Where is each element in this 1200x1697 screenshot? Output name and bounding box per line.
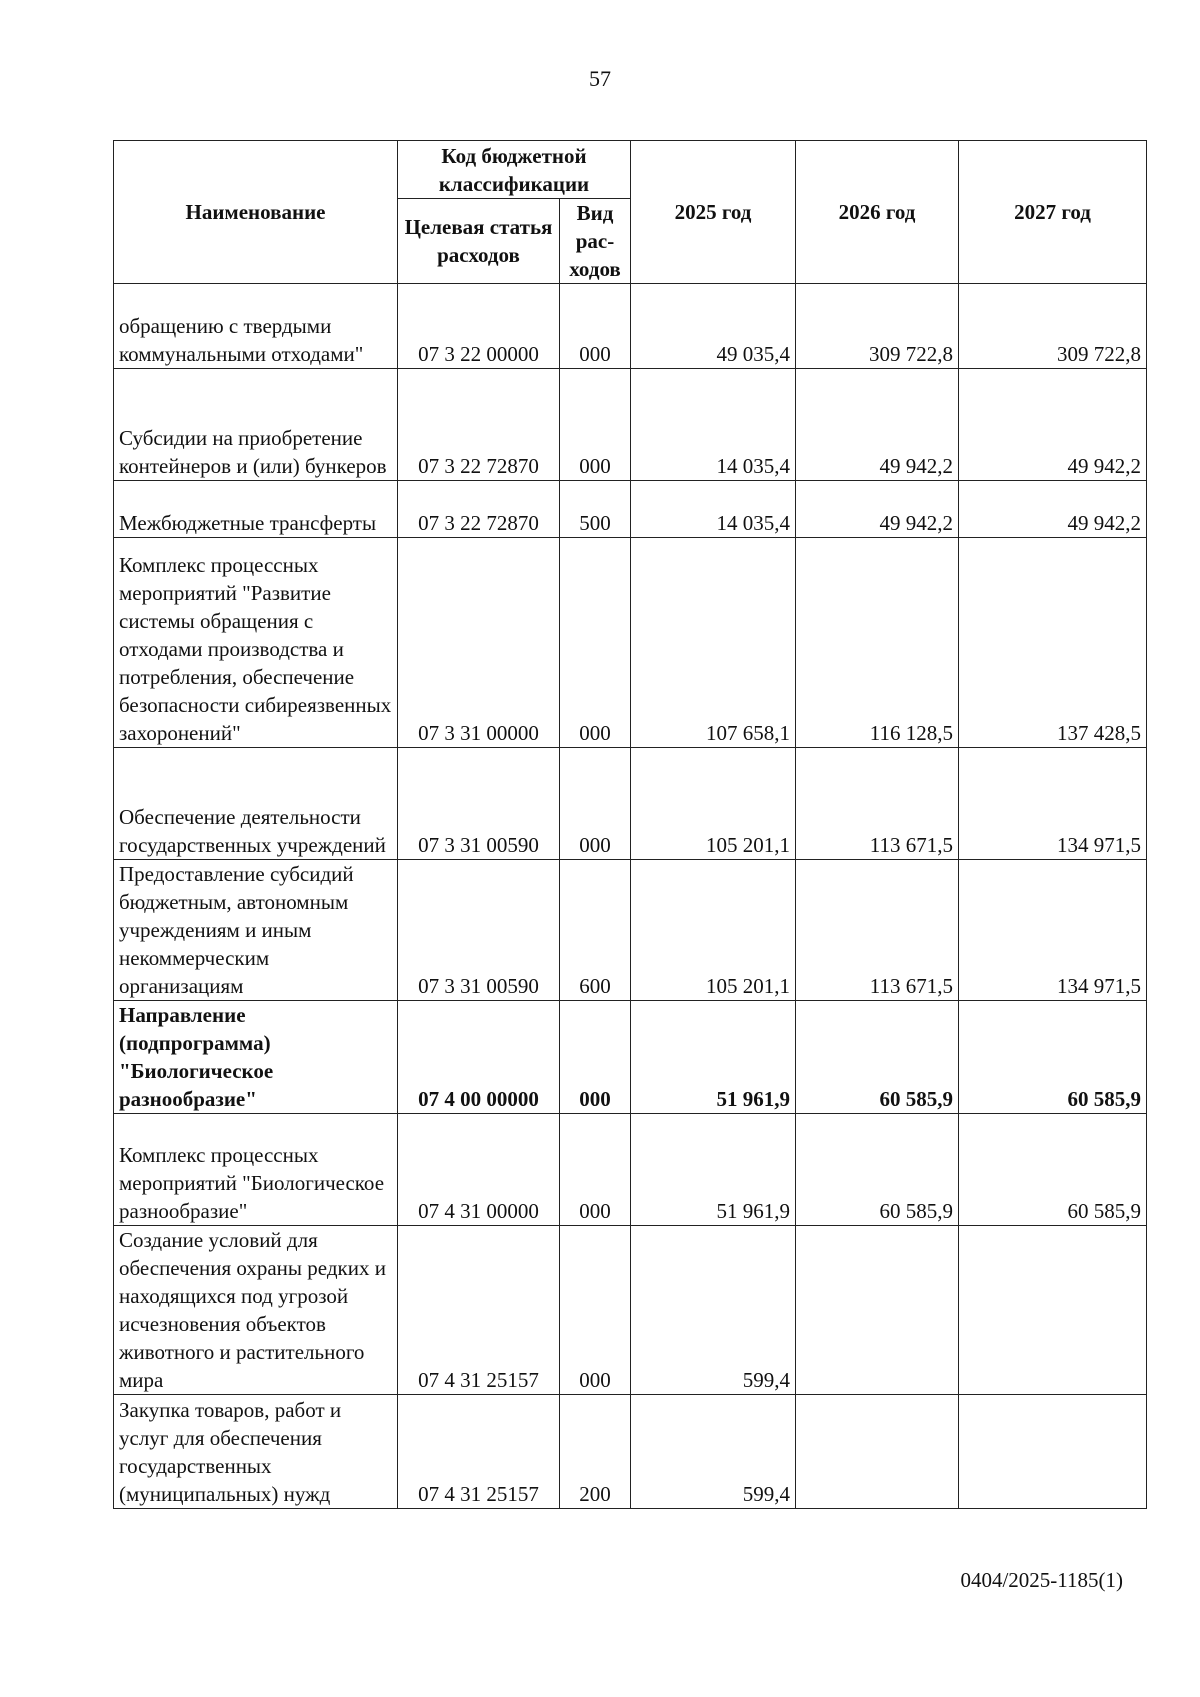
row-value-2025: 105 201,1 (631, 748, 796, 860)
row-name: обращению с твердыми коммунальными отходами" (114, 284, 398, 369)
table-row (114, 1114, 1147, 1226)
row-expense-type: 000 (560, 369, 631, 481)
row-value-2025: 599,4 (631, 1226, 796, 1395)
row-value-2026: 49 942,2 (796, 369, 959, 481)
row-value-2026: 49 942,2 (796, 481, 959, 538)
table-row (114, 538, 1147, 748)
row-target-code: 07 4 31 25157 (398, 1226, 560, 1395)
header-2027: 2027 год (959, 141, 1147, 284)
document-code: 0404/2025-1185(1) (960, 1568, 1123, 1592)
row-name: Закупка товаров, работ и услуг для обеспечения государственных (муниципальных) нужд (114, 1395, 398, 1509)
row-value-2027: 134 971,5 (959, 748, 1147, 860)
row-target-code: 07 4 00 00000 (398, 1001, 560, 1114)
header-2026: 2026 год (796, 141, 959, 284)
row-value-2026: 113 671,5 (796, 860, 959, 1001)
header-2025: 2025 год (631, 141, 796, 284)
row-target-code: 07 4 31 25157 (398, 1395, 560, 1509)
row-target-code: 07 3 22 00000 (398, 284, 560, 369)
row-name: Обеспечение деятельности государственных учреждений (114, 748, 398, 860)
row-value-2027: 49 942,2 (959, 369, 1147, 481)
row-value-2027: 134 971,5 (959, 860, 1147, 1001)
table-row (114, 481, 1147, 538)
row-expense-type: 000 (560, 1001, 631, 1114)
table-row (114, 369, 1147, 481)
page-number: 57 (589, 66, 611, 91)
row-value-2027 (959, 1226, 1147, 1395)
row-value-2025: 599,4 (631, 1395, 796, 1509)
table-row (114, 748, 1147, 860)
row-target-code: 07 3 22 72870 (398, 481, 560, 538)
row-name: Комплекс процессных мероприятий "Биологическое разнообразие" (114, 1114, 398, 1226)
row-value-2026 (796, 1395, 959, 1509)
row-value-2026 (796, 1226, 959, 1395)
row-expense-type: 000 (560, 538, 631, 748)
table-body (114, 284, 1147, 1509)
row-target-code: 07 3 31 00590 (398, 748, 560, 860)
row-name: Комплекс процессных мероприятий "Развитие системы обращения с отходами производства и потребления, обеспечение безопасности сибиреязвенных захоронений" (114, 538, 398, 748)
row-value-2026: 60 585,9 (796, 1114, 959, 1226)
table-header (114, 141, 1147, 284)
row-expense-type: 000 (560, 284, 631, 369)
row-expense-type: 200 (560, 1395, 631, 1509)
row-value-2025: 105 201,1 (631, 860, 796, 1001)
row-value-2025: 14 035,4 (631, 369, 796, 481)
header-target-article: Целевая статья расходов (398, 199, 560, 284)
row-name: Создание условий для обеспечения охраны редких и находящихся под угрозой исчезновения объектов животного и растительного мира (114, 1226, 398, 1395)
row-value-2026: 309 722,8 (796, 284, 959, 369)
row-expense-type: 000 (560, 1226, 631, 1395)
row-value-2027: 60 585,9 (959, 1114, 1147, 1226)
table-row (114, 284, 1147, 369)
row-value-2027: 309 722,8 (959, 284, 1147, 369)
budget-table (113, 140, 1147, 1509)
header-code-group: Код бюджетной классификации (398, 141, 631, 199)
row-value-2026: 116 128,5 (796, 538, 959, 748)
row-target-code: 07 3 31 00000 (398, 538, 560, 748)
row-value-2025: 107 658,1 (631, 538, 796, 748)
row-expense-type: 600 (560, 860, 631, 1001)
table-row (114, 1226, 1147, 1395)
header-name: Наименование (114, 141, 398, 284)
row-target-code: 07 3 31 00590 (398, 860, 560, 1001)
row-value-2026: 60 585,9 (796, 1001, 959, 1114)
table-row (114, 1395, 1147, 1509)
row-name: Межбюджетные трансферты (114, 481, 398, 538)
row-target-code: 07 4 31 00000 (398, 1114, 560, 1226)
row-value-2027: 60 585,9 (959, 1001, 1147, 1114)
row-value-2025: 51 961,9 (631, 1114, 796, 1226)
row-name: Субсидии на приобретение контейнеров и (или) бункеров (114, 369, 398, 481)
row-value-2025: 51 961,9 (631, 1001, 796, 1114)
row-value-2027: 137 428,5 (959, 538, 1147, 748)
row-value-2025: 49 035,4 (631, 284, 796, 369)
row-name: Предоставление субсидий бюджетным, автономным учреждениям и иным некоммерческим организациям (114, 860, 398, 1001)
row-expense-type: 000 (560, 1114, 631, 1226)
row-value-2027: 49 942,2 (959, 481, 1147, 538)
row-value-2027 (959, 1395, 1147, 1509)
row-value-2026: 113 671,5 (796, 748, 959, 860)
row-target-code: 07 3 22 72870 (398, 369, 560, 481)
row-name: Направление (подпрограмма) "Биологическое разнообразие" (114, 1001, 398, 1114)
table-row (114, 860, 1147, 1001)
table-row (114, 1001, 1147, 1114)
header-expense-type: Вид рас-ходов (560, 199, 631, 284)
row-expense-type: 500 (560, 481, 631, 538)
row-expense-type: 000 (560, 748, 631, 860)
row-value-2025: 14 035,4 (631, 481, 796, 538)
